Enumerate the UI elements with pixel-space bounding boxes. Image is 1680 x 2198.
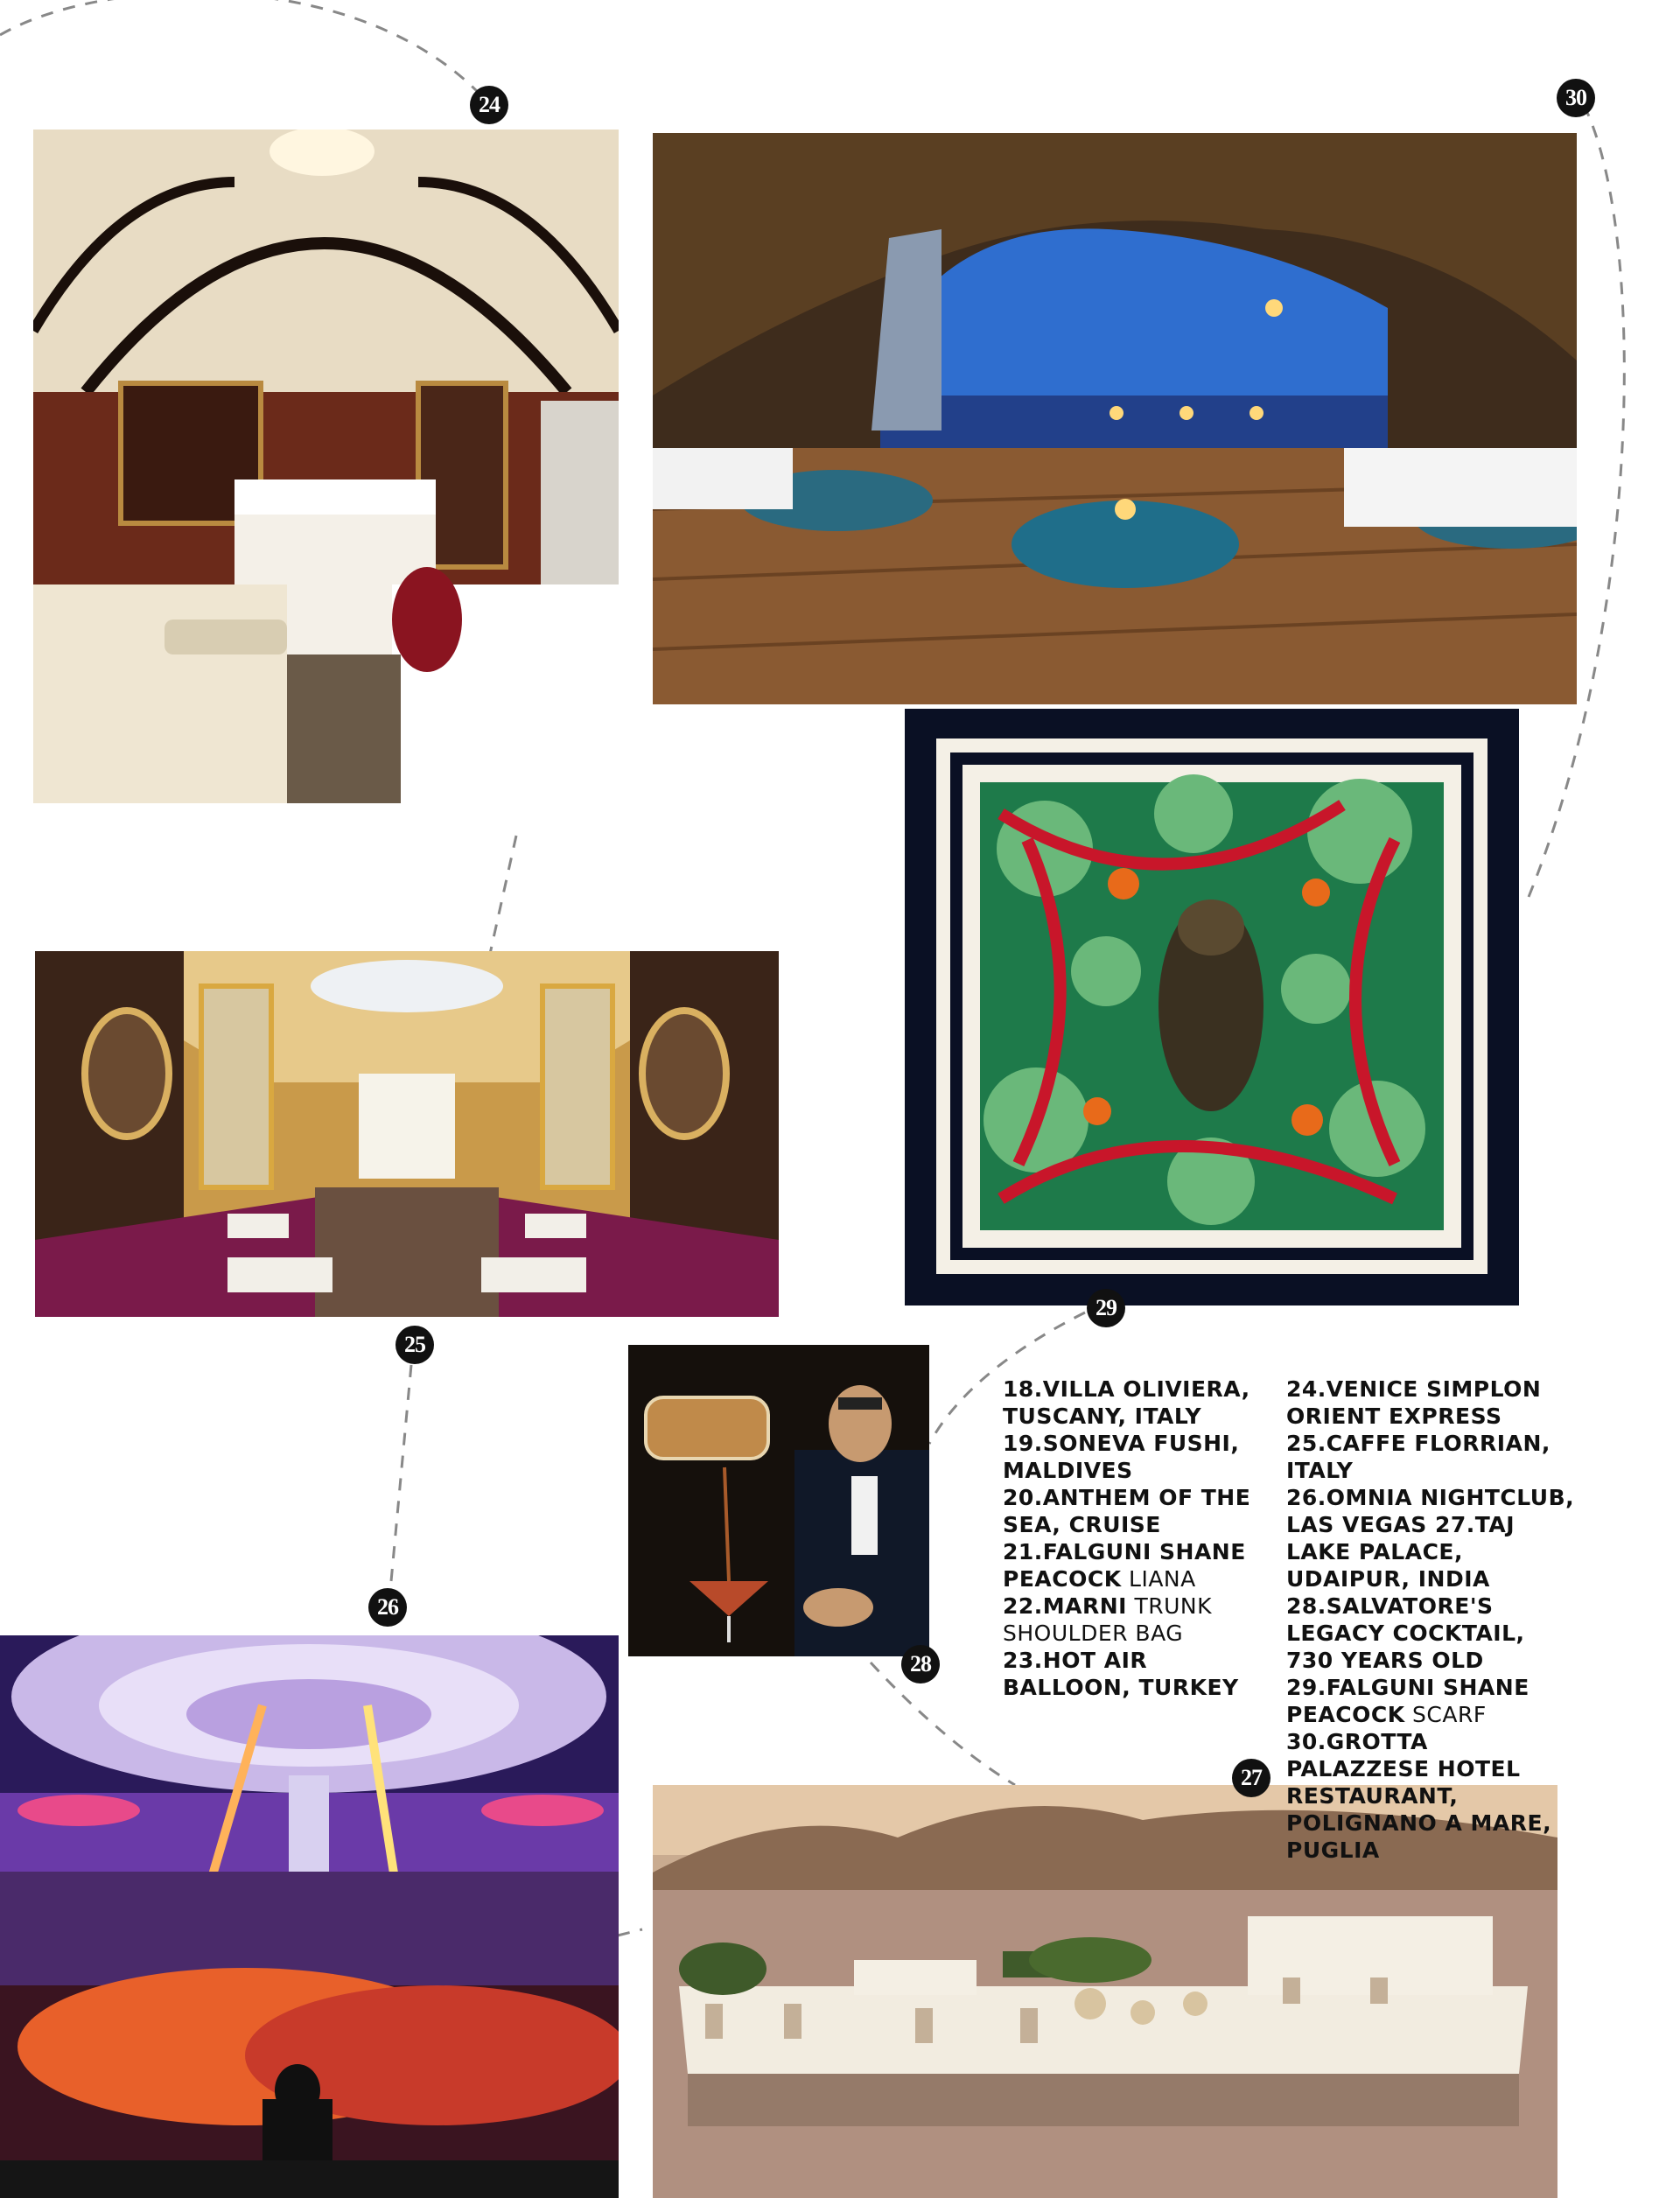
credit-26-29: 26.OMNIA NIGHTCLUB, LAS VEGAS 27.TAJ LAKE PALACE, UDAIPUR, INDIA 28.SALVATORE'S LEGACY COCKTAIL, 730 YEARS OLD 29.FALGUNI SHANE PEACOCK SCARF — [1286, 1485, 1575, 1727]
credit-24: 24.VENICE SIMPLON ORIENT EXPRESS — [1286, 1376, 1542, 1429]
credit-23: 23.HOT AIR BALLOON, TURKEY — [1003, 1648, 1239, 1700]
credits-column-right — [1286, 1376, 1575, 1864]
photo-peacock-scarf — [905, 709, 1519, 1306]
credit-18: 18.VILLA OLIVIERA, TUSCANY, ITALY — [1003, 1376, 1250, 1429]
badge-29: 29 — [1087, 1289, 1125, 1327]
photo-omnia-nightclub — [0, 1635, 619, 2198]
credit-21: 21.FALGUNI SHANE PEACOCK LIANA — [1003, 1539, 1246, 1592]
badge-24: 24 — [470, 86, 508, 124]
photo-grotta-palazzese — [653, 133, 1577, 704]
credit-30: 30.GROTTA PALAZZESE HOTEL RESTAURANT, POLIGNANO A MARE, PUGLIA — [1286, 1729, 1552, 1863]
credits-column-left — [1003, 1376, 1265, 1701]
badge-25: 25 — [396, 1326, 434, 1364]
photo-orient-express-cabin — [33, 130, 619, 803]
credit-19-20: 19.SONEVA FUSHI, MALDIVES 20.ANTHEM OF THE SEA, CRUISE — [1003, 1431, 1251, 1537]
badge-27: 27 — [1232, 1759, 1270, 1797]
badge-26: 26 — [368, 1588, 407, 1627]
photo-caffe-florian — [35, 951, 779, 1317]
badge-30: 30 — [1557, 79, 1595, 117]
badge-28: 28 — [901, 1645, 940, 1684]
photo-bartender-cocktail — [628, 1345, 929, 1656]
credit-22: 22.MARNI TRUNK SHOULDER BAG — [1003, 1593, 1212, 1646]
credit-25: 25.CAFFE FLORRIAN, ITALY — [1286, 1431, 1550, 1483]
